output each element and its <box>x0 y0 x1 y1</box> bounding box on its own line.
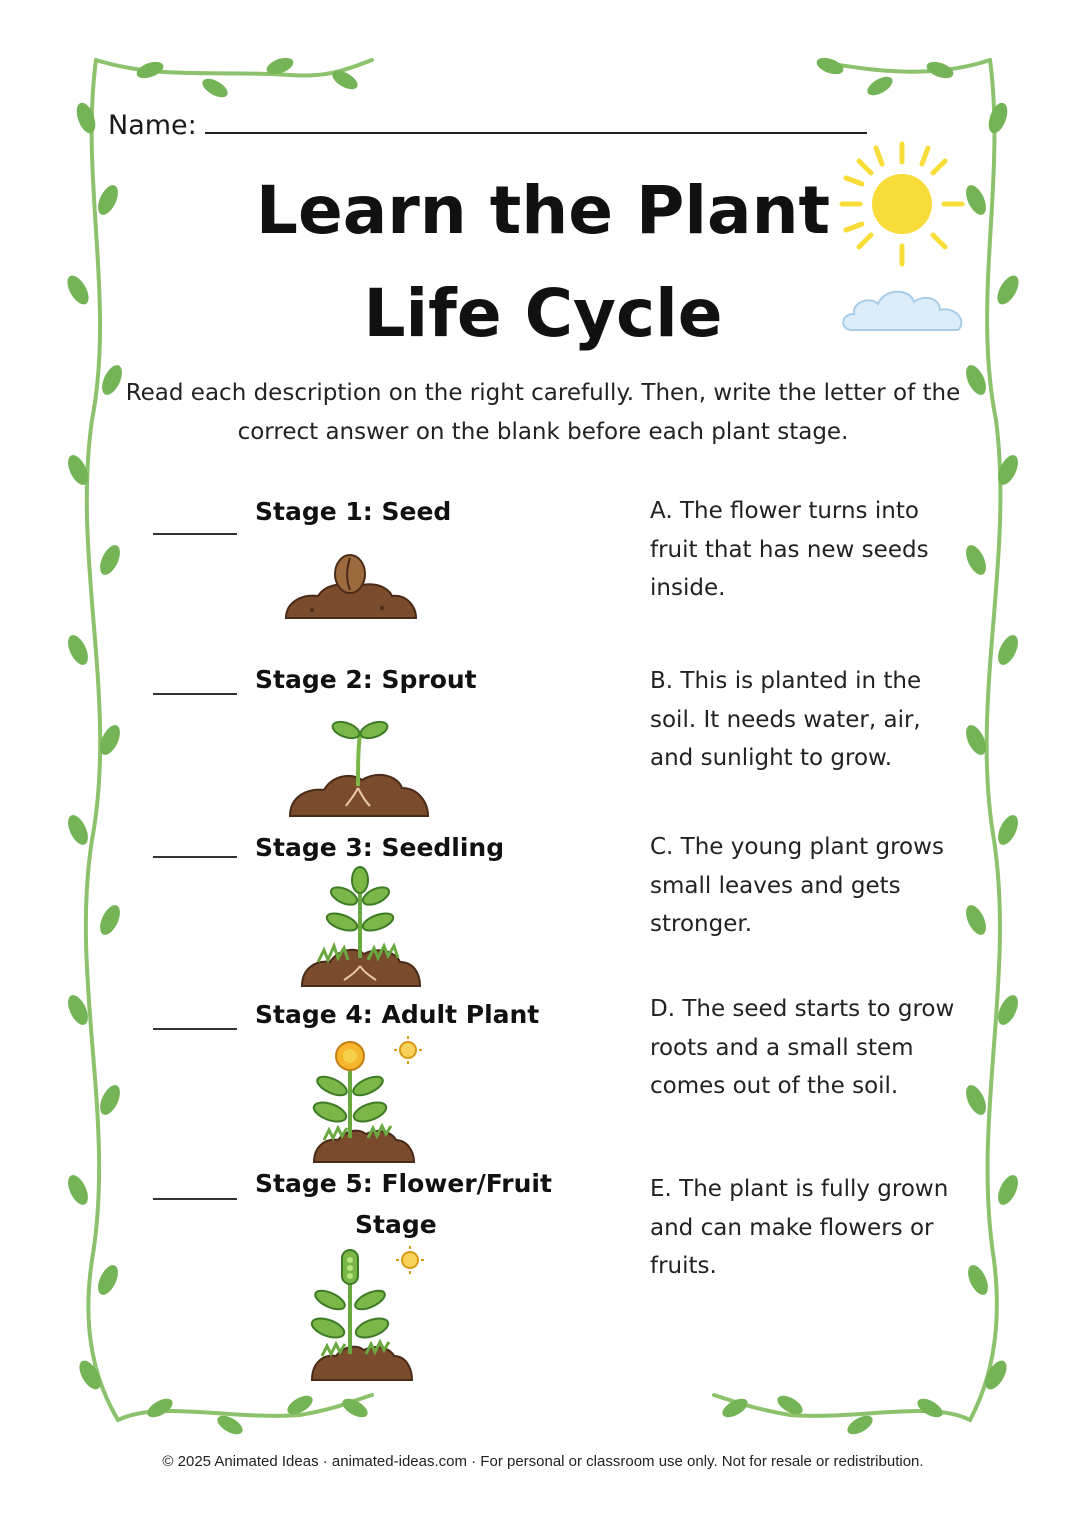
copyright-footer: © 2025 Animated Ideas · animated-ideas.com · For personal or classroom use only. Not for resale or redistribution. <box>162 1453 924 1470</box>
stage-3-label: Stage 3: Seedling <box>255 833 505 862</box>
stage-5-label: Stage 5: Flower/Fruit <box>255 1169 552 1198</box>
name-blank-line[interactable] <box>205 106 867 134</box>
instructions: Read each description on the right carefully. Then, write the letter of the correct answer on the blank before each plant stage. <box>125 380 961 445</box>
description-b: B. This is planted in the soil. It needs water, air, and sunlight to grow. <box>650 668 922 771</box>
answer-blank-stage-3[interactable] <box>153 856 237 858</box>
stage-1-label: Stage 1: Seed <box>255 497 452 526</box>
page-title-line-2: Life Cycle <box>363 275 723 352</box>
seedling-icon <box>298 866 424 992</box>
stage-5-label-line-2: Stage <box>355 1210 437 1239</box>
description-c: C. The young plant grows small leaves and gets stronger. <box>650 834 944 937</box>
fruit-plant-icon <box>306 1244 430 1386</box>
description-e: E. The plant is fully grown and can make flowers or fruits. <box>650 1176 949 1279</box>
answer-blank-stage-5[interactable] <box>153 1198 237 1200</box>
answer-blank-stage-4[interactable] <box>153 1028 237 1030</box>
stage-4-label: Stage 4: Adult Plant <box>255 1000 540 1029</box>
stage-2-label: Stage 2: Sprout <box>255 665 477 694</box>
adult-plant-icon <box>306 1036 430 1168</box>
description-d: D. The seed starts to grow roots and a small stem comes out of the soil. <box>650 996 955 1099</box>
seed-in-soil-icon <box>282 552 420 624</box>
name-field[interactable] <box>108 106 888 144</box>
answer-blank-stage-2[interactable] <box>153 693 237 695</box>
name-label: Name: <box>108 110 197 141</box>
sprout-icon <box>286 716 432 822</box>
answer-blank-stage-1[interactable] <box>153 533 237 535</box>
page-title-line-1: Learn the Plant <box>255 172 831 249</box>
description-a: A. The flower turns into fruit that has new seeds inside. <box>650 498 929 601</box>
